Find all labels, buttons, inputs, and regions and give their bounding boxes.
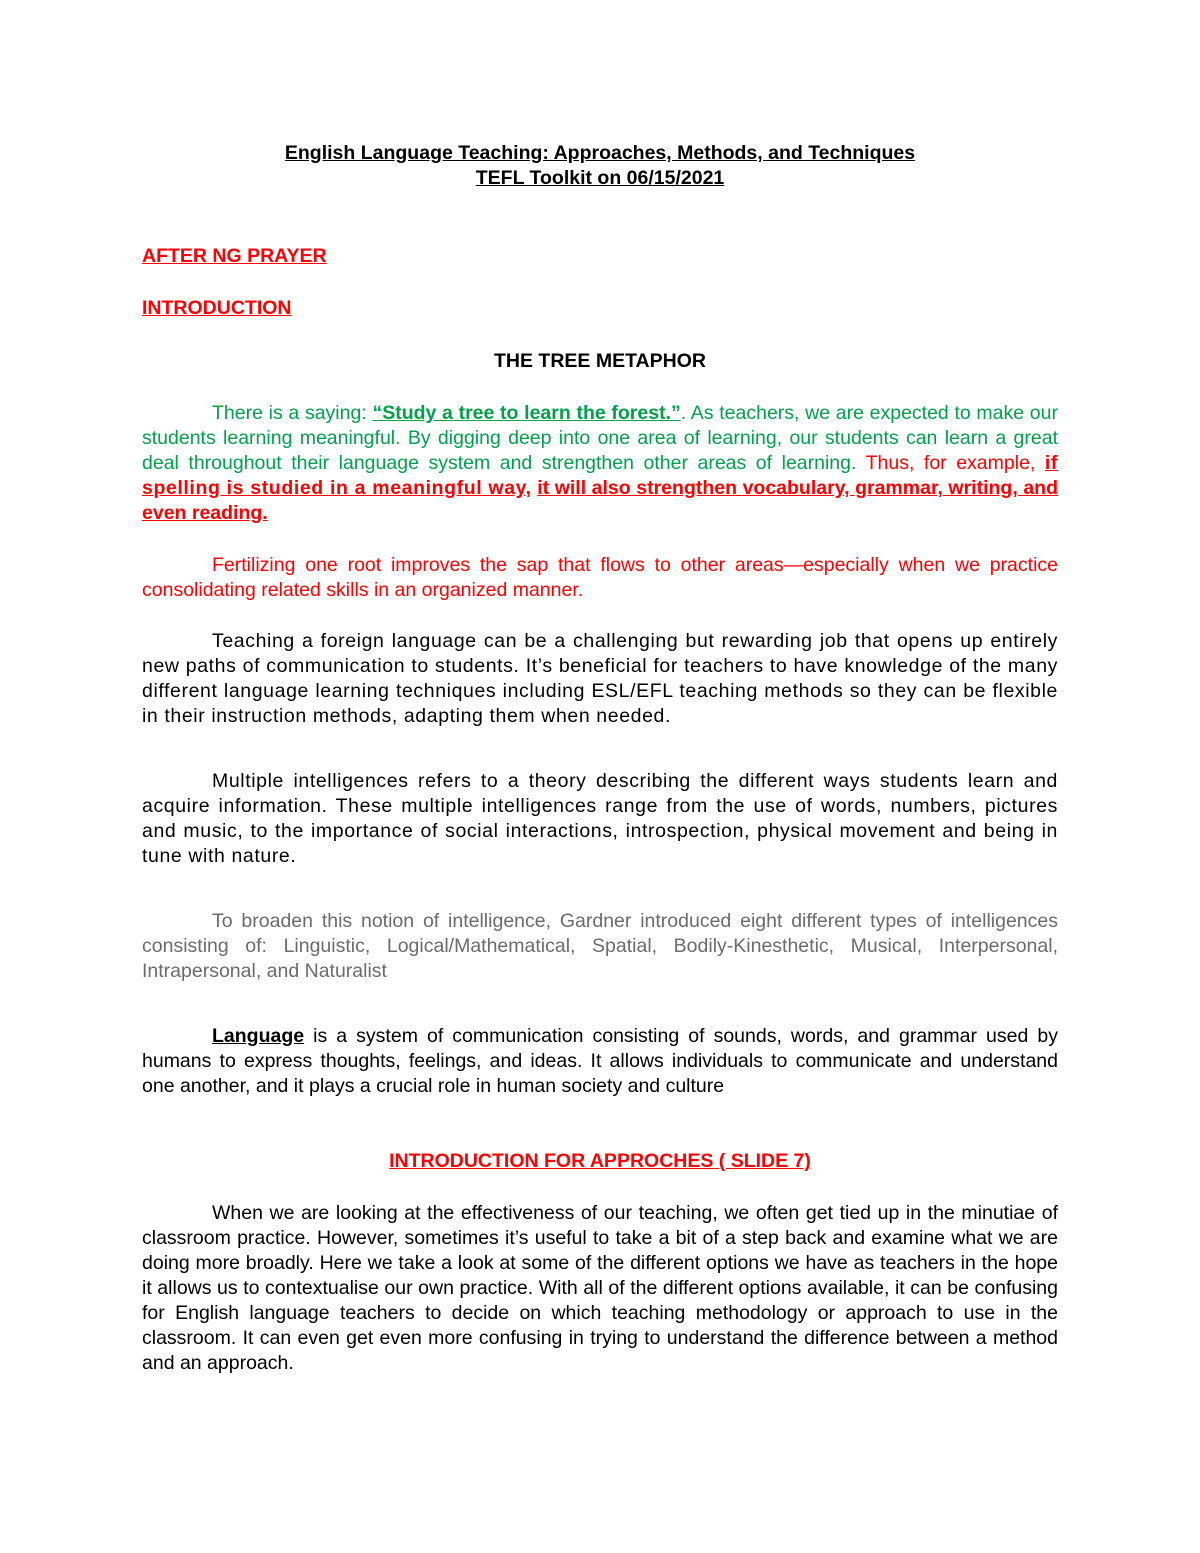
saying-intro-text: There is a saying:	[212, 402, 373, 424]
teaching-paragraph: Teaching a foreign language can be a challenging but rewarding job that opens up entirely new paths of communication to students. It’s beneficial for teachers to have knowledge of the many different language learning techniques including ESL/EFL teaching methods so they can be flexible in their instruction methods, adapting them when needed.	[142, 630, 1058, 727]
spelling-emphasis: if spelling is studied in a meaningful way,	[142, 452, 1059, 499]
document-title-block	[142, 141, 1058, 191]
language-definition-paragraph	[142, 1024, 1058, 1099]
introduction-heading: INTRODUCTION	[142, 297, 292, 319]
saying-explanation-text: . As teachers, we are expected to make our students learning meaningful. By digging deep into one area of learning, our students can learn a great deal throughout their language system and strengthen other areas of learning.	[142, 402, 1058, 474]
tree-metaphor-paragraph	[142, 401, 1058, 526]
gardner-paragraph: To broaden this notion of intelligence, Gardner introduced eight different types of intelligences consisting of: Linguistic, Logical/Mathematical, Spatial, Bodily-Kinesthetic, Musical, Interpersonal, Intrapersonal, and Naturalist	[142, 910, 1058, 982]
strengthen-emphasis: it will also strengthen vocabulary, grammar, writing, and even reading.	[142, 477, 1058, 524]
approaches-heading: INTRODUCTION FOR APPROCHES ( SLIDE 7)	[389, 1150, 811, 1172]
multiple-intelligences-paragraph: Multiple intelligences refers to a theory describing the different ways students learn and acquire information. These multiple intelligences range from the use of words, numbers, pictures and music, to the importance of social interactions, introspection, physical movement and being in tune with nature.	[142, 770, 1058, 867]
example-lead-text: Thus, for example,	[856, 452, 1045, 474]
document-content	[142, 141, 1058, 1376]
saying-quote: “Study a tree to learn the forest.”	[372, 402, 681, 424]
document-subtitle: TEFL Toolkit on 06/15/2021	[475, 167, 725, 189]
after-prayer-heading: AFTER NG PRAYER	[142, 245, 327, 267]
language-definition-text: is a system of communication consisting of sounds, words, and grammar used by humans to express thoughts, feelings, and ideas. It allows individuals to communicate and understand one another, and it plays a crucial role in human society and culture	[142, 1025, 1058, 1097]
document-title: English Language Teaching: Approaches, Methods, and Techniques	[284, 142, 916, 164]
tree-metaphor-heading: THE TREE METAPHOR	[494, 350, 706, 372]
approaches-paragraph: When we are looking at the effectiveness of our teaching, we often get tied up in the minutiae of classroom practice. However, sometimes it’s useful to take a bit of a step back and examine what we are doing more broadly. Here we take a look at some of the different options we have as teachers in the hope it allows us to contextualise our own practice. With all of the different options available, it can be confusing for English language teachers to decide on which teaching methodology or approach to use in the classroom. It can even get even more confusing in trying to understand the difference between a method and an approach.	[142, 1202, 1058, 1374]
language-term: Language	[212, 1025, 305, 1047]
fertilizing-paragraph: Fertilizing one root improves the sap that flows to other areas—especially when we practice consolidating related skills in an organized manner.	[142, 554, 1058, 601]
